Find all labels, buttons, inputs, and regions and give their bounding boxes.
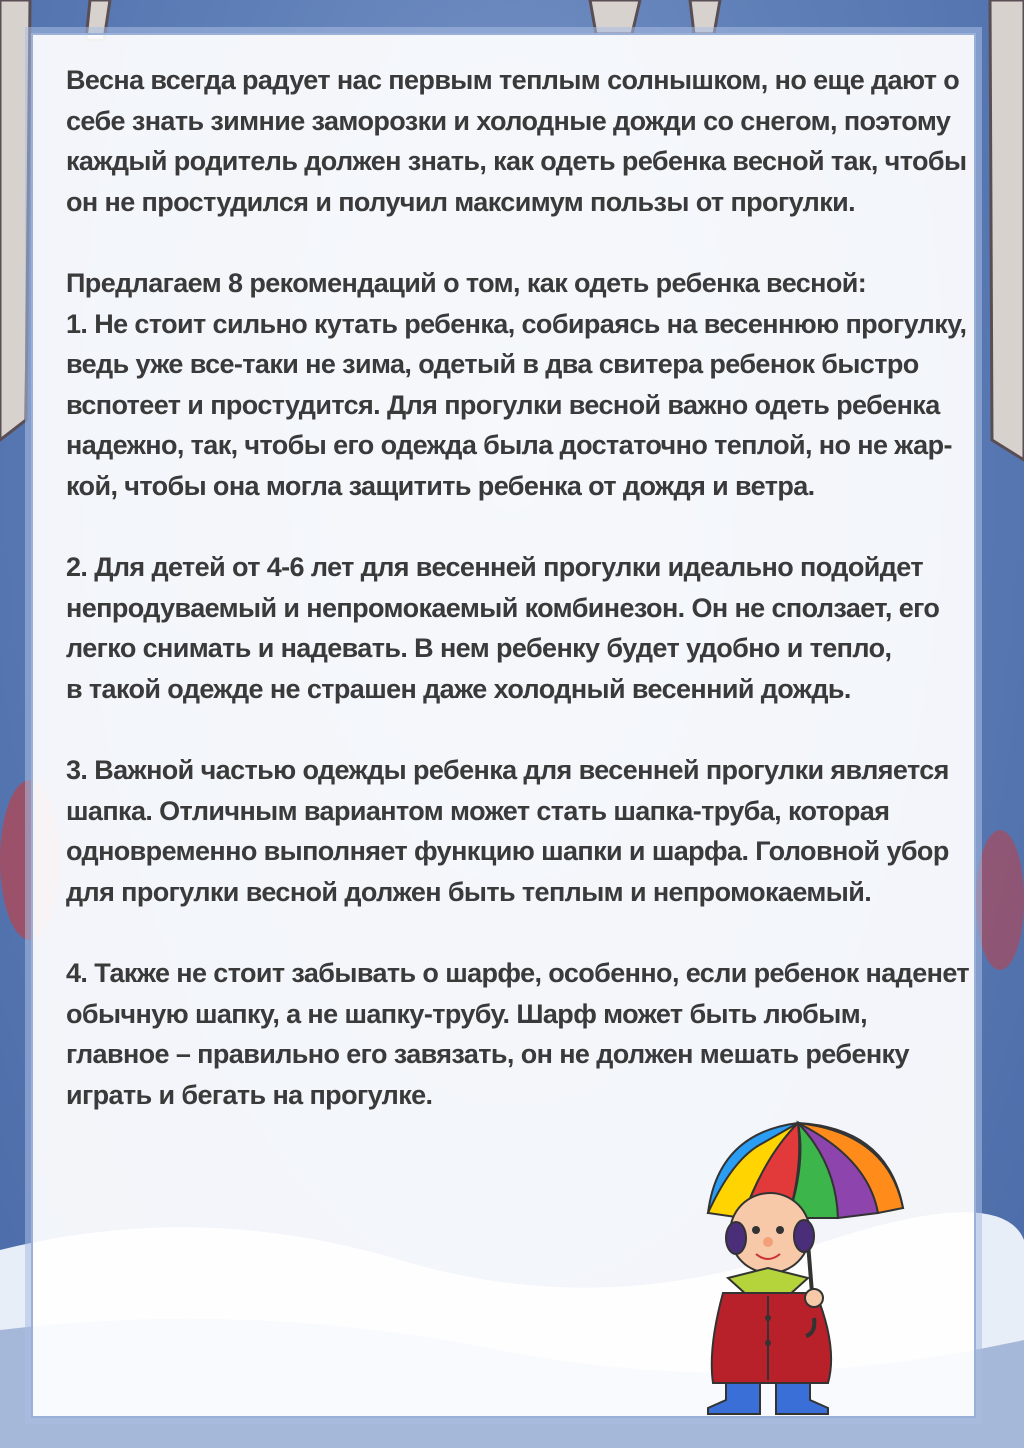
text-line: себе знать зимние заморозки и холодные дожди со снегом, поэтому xyxy=(66,105,951,136)
child-with-umbrella-icon xyxy=(688,1118,978,1418)
article-text xyxy=(66,60,970,1156)
text-line: он не простудился и получил максимум пользы от прогулки. xyxy=(66,186,856,217)
text-line: обычную шапку, а не шапку-трубу. Шарф может быть любым, xyxy=(66,998,867,1029)
text-line: каждый родитель должен знать, как одеть ребенка весной так, чтобы xyxy=(66,146,967,177)
text-line: легко снимать и надевать. В нем ребенку будет удобно и тепло, xyxy=(66,633,892,664)
text-line: 3. Важной частью одежды ребенка для весенней прогулки является xyxy=(66,755,949,786)
text-line: 1. Не стоит сильно кутать ребенка, собираясь на весеннюю прогулку, xyxy=(66,308,967,339)
intro-paragraph xyxy=(66,60,966,222)
text-line: Весна всегда радует нас первым теплым солнышком, но еще дают о xyxy=(66,65,960,95)
text-line: играть и бегать на прогулке. xyxy=(66,1079,433,1110)
text-line: в такой одежде не страшен даже холодный весенний дождь. xyxy=(66,673,851,704)
text-line: Предлагаем 8 рекомендаций о том, как одеть ребенка весной: xyxy=(66,267,867,298)
recommendation-1-paragraph xyxy=(66,263,966,507)
text-line: 4. Также не стоит забывать о шарфе, особенно, если ребенок наденет xyxy=(66,958,970,989)
text-line: надежно, так, чтобы его одежда была достаточно теплой, но не жар- xyxy=(66,430,952,461)
text-line: вспотеет и простудится. Для прогулки весной важно одеть ребенка xyxy=(66,389,940,420)
text-line: 2. Для детей от 4-6 лет для весенней прогулки идеально подойдет xyxy=(66,552,923,583)
recommendation-3-paragraph xyxy=(66,750,966,912)
text-line: главное – правильно его завязать, он не должен мешать ребенку xyxy=(66,1039,909,1070)
text-line: шапка. Отличным вариантом может стать шапка-труба, которая xyxy=(66,795,890,826)
text-line: ведь уже все-таки не зима, одетый в два свитера ребенок быстро xyxy=(66,349,919,380)
text-line: непродуваемый и непромокаемый комбинезон. Он не сползает, его xyxy=(66,592,940,623)
recommendation-2-paragraph xyxy=(66,547,966,709)
text-line: для прогулки весной должен быть теплым и непромокаемый. xyxy=(66,876,872,907)
recommendation-4-paragraph xyxy=(66,953,970,1115)
text-line: кой, чтобы она могла защитить ребенка от дождя и ветра. xyxy=(66,470,815,501)
text-line: одновременно выполняет функцию шапки и шарфа. Головной убор xyxy=(66,836,949,867)
